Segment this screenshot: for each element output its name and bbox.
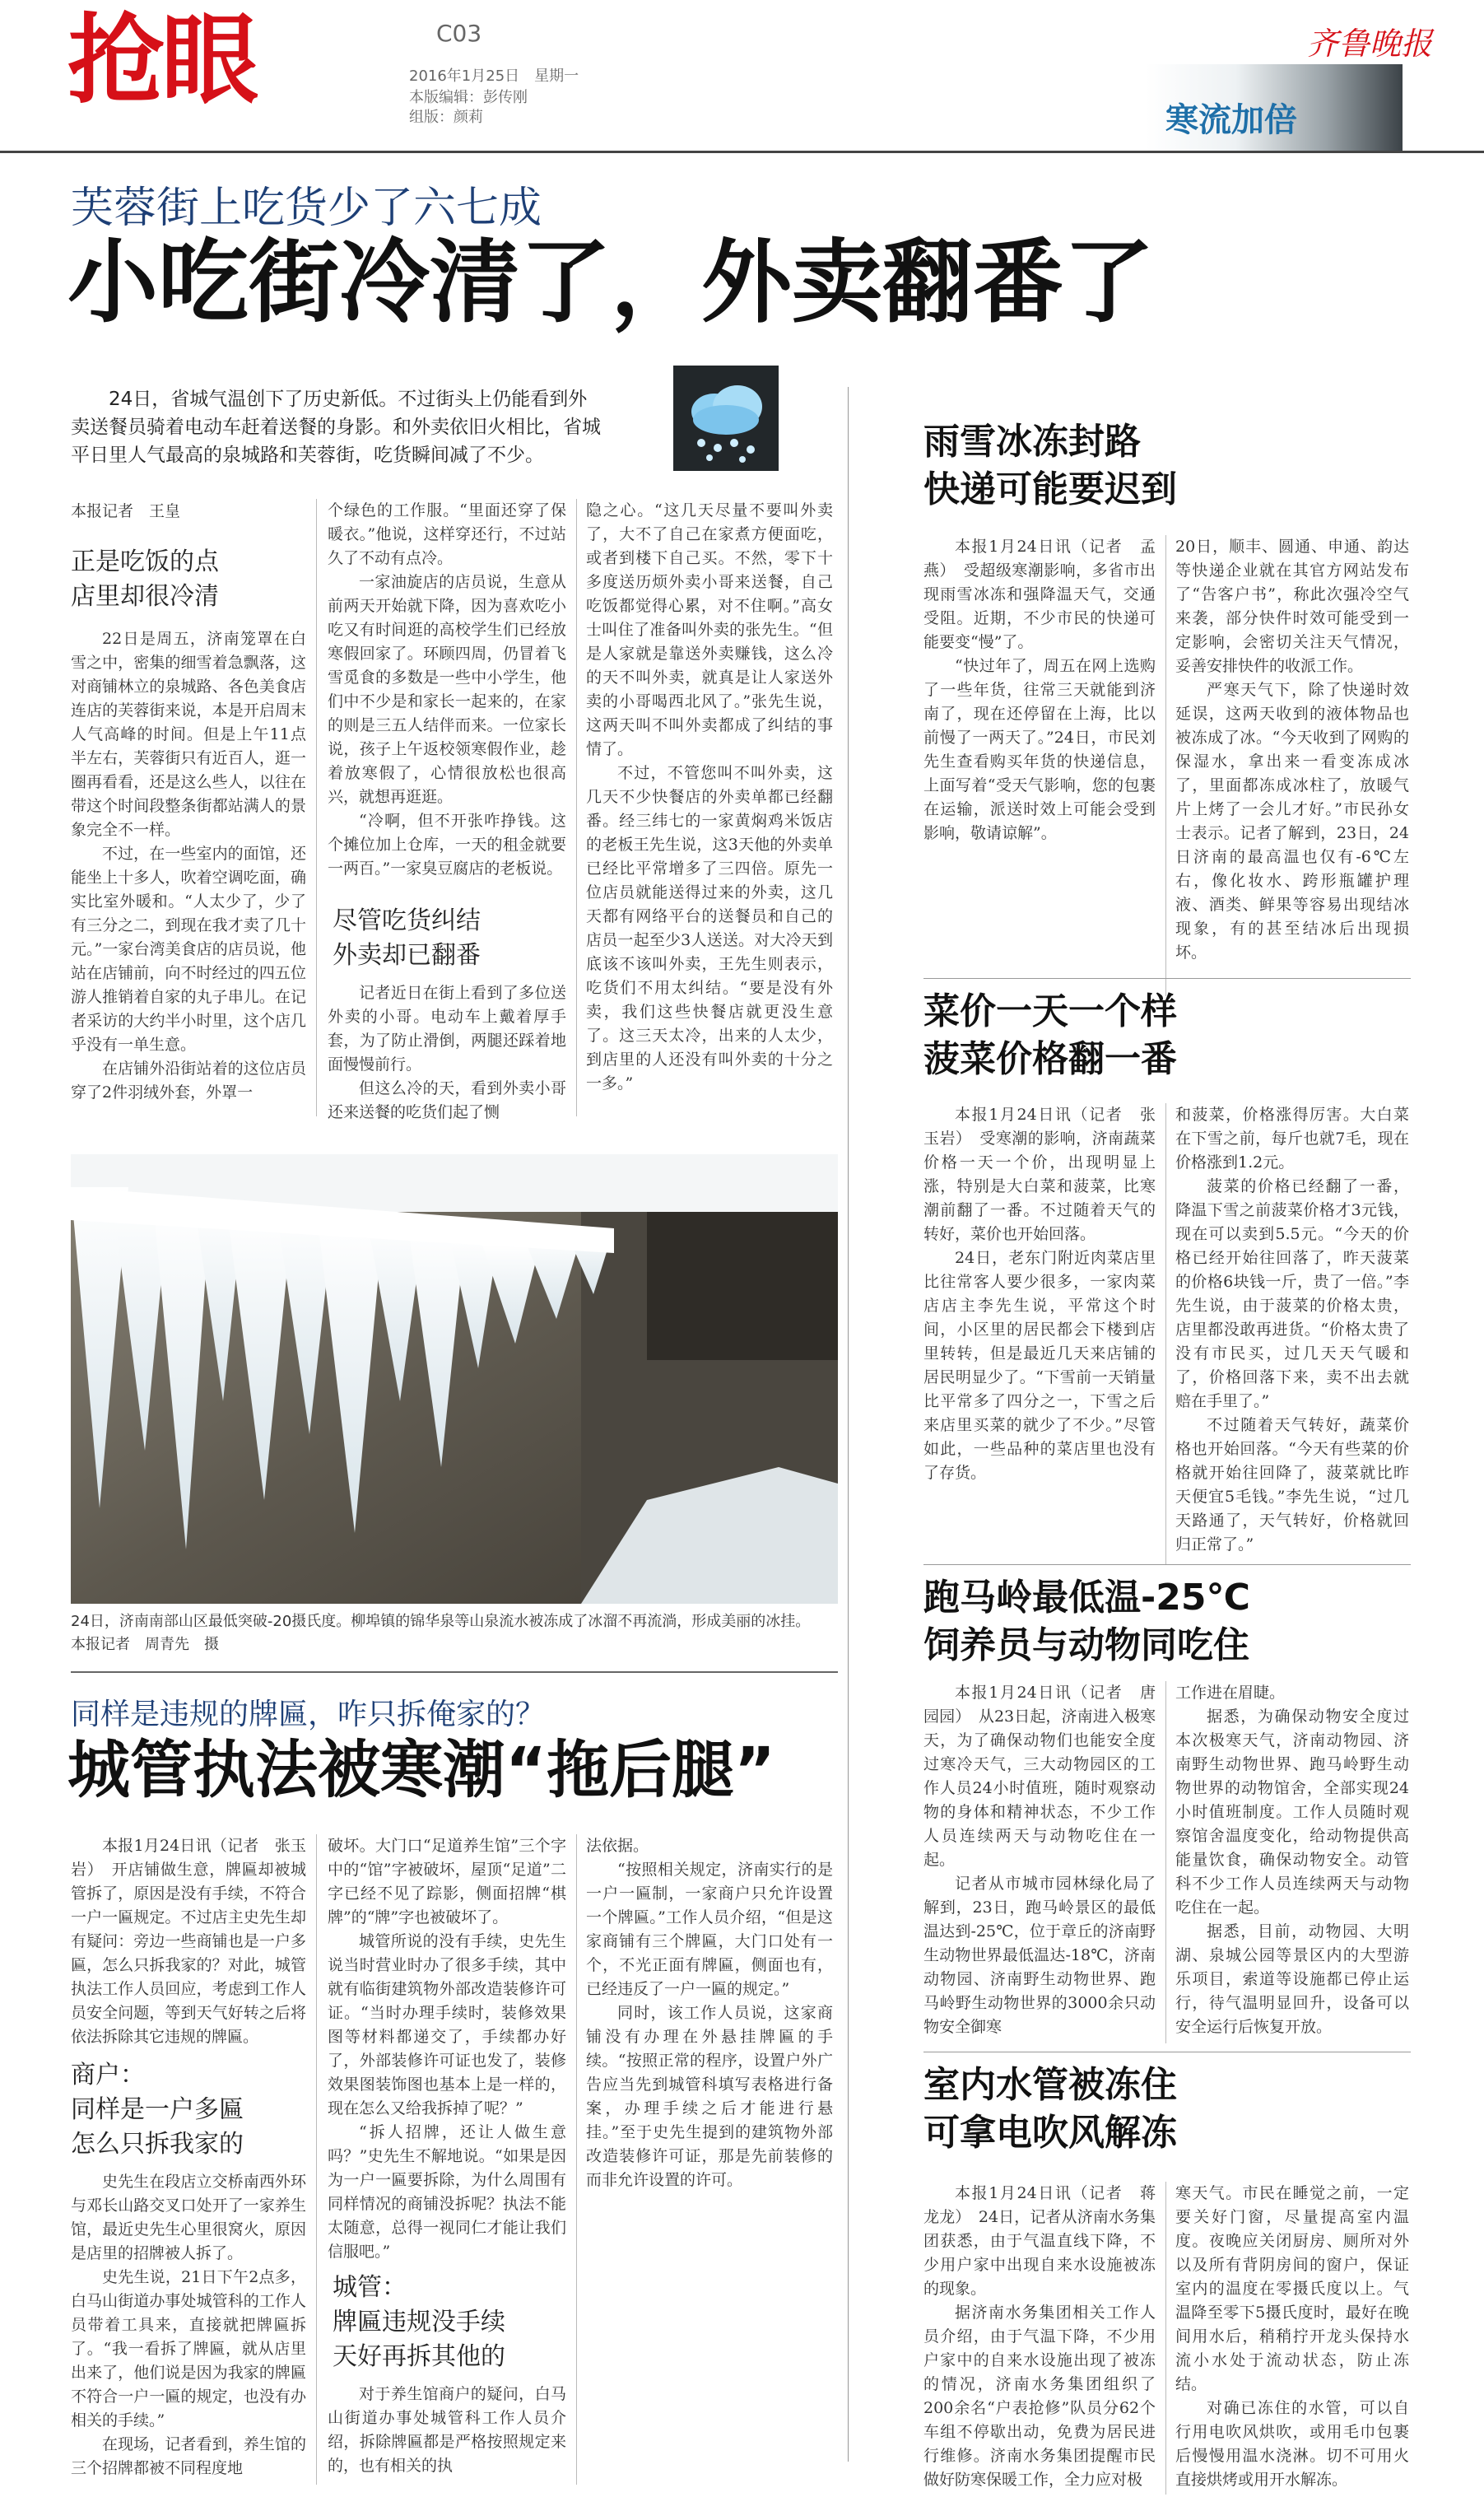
courier-col-divider [1165,535,1166,996]
icicle-photo [71,1154,838,1604]
courier-col-2: 20日，顺丰、圆通、申通、韵达等快递企业就在其官方网站发布了“告客户书”，称此次强冷空气来袭，部分快件时效可能受到一定影响，会密切关注天气情况，妥善安排快件的收派工作。 严寒天气下，除了快递时效延误，这两天收到的液体物品也被冻成了冰。“今天收到了网购的保湿水，拿出来一看变冻成冰了，里面都冻成冰柱了，放暖气片上烤了一会儿才好。”市民孙女士表示。记者了解到，23日，24日济南的最高温也仅有-6℃左右，像化妆水、跨形瓶罐护理液、酒类、鲜果等容易出现结冰现象，有的甚至结冰后出现损坏。 [1175,538,1409,962]
second-col-2b: 对于养生馆商户的疑问，白马山街道办事处城管科工作人员介绍，拆除牌匾都是严格按照规定来的，也有相关的执 [328,2385,566,2475]
pipe-col-1: 本报1月24日讯（记者 蒋龙龙） 24日，记者从济南水务集团获悉，由于气温直线下降，不少用户家中出现自来水设施被冻的现象。 据济南水务集团相关工作人员介绍，由于气温下降，不少用户家中的自来水设施出现了被冻的情况，济南水务集团组织了200余名“户表抢修”队员分62个车组不停歇出动，免费为居民进行维修。济南水务集团提醒市民做好防寒保暖工作，全力应对极 [923,2184,1156,2489]
lead-col-divider-2 [576,499,577,1116]
vegetable-col-2: 和菠菜，价格涨得厉害。大白菜在下雪之前，每斤也就7毛，现在价格涨到1.2元。 菠菜的价格已经翻了一番，降温下雪之前菠菜价格才3元钱，现在可以卖到5.5元。“今天的价格已经开始往回落了，昨天菠菜的价格6块钱一斤，贵了一倍。”李先生说，由于菠菜的价格太贵，店里都没敢再进货。“价格太贵了没有市民买，过几天天气暖和了，价格回落下来，卖不出去就赔在手里了。” 不过随着天气转好，蔬菜价格也开始回落。“今天有些菜的价格就开始往回降了，菠菜就比昨天便宜5毛钱。”李先生说，“过几天路通了，天气转好，价格就回归正常了。” [1175,1106,1409,1554]
lead-right-divider [848,387,849,2462]
courier-col-1: 本报1月24日讯（记者 孟燕） 受超级寒潮影响，多省市出现雨雪冰冻和强降温天气，交通受阻。近期，不少市民的快递可能要变“慢”了。 “快过年了，周五在网上选购了一些年货，往常三天就能到济南了，现在还停留在上海，比以前慢了一两天了。”24日，市民刘先生查看购买年货的快递信息，上面写着“受天气影响，您的包裹在运输，派送时效上可能会受到影响，敬请谅解”。 [923,538,1156,842]
lead-subhead-1: 正是吃饭的点 店里却很冷清 [71,547,219,611]
second-col-1b: 史先生在段店立交桥南西外环与邓长山路交叉口处开了一家养生馆，最近史先生心里很窝火，原因是店里的招牌被人拆了。 史先生说，21日下午2点多，白马山街道办事处城管科的工作人员带着工具来，直接就把牌匾拆了。“我一看拆了牌匾，就从店里出来了，他们说是因为我家的牌匾不符合一户一匾的规定，也没有办相关的手续。” 在现场，记者看到，养生馆的三个招牌都被不同程度地 [71,2173,306,2477]
right-divider-2 [923,1564,1411,1565]
zoo-col-divider [1165,1681,1166,2043]
lead-headline: 小吃街冷清了，外卖翻番了 [67,230,1154,335]
courier-headline: 雨雪冰冻封路 快递可能要迟到 [923,421,1177,510]
second-headline: 城管执法被寒潮“拖后腿” [67,1733,775,1806]
page-number: C03 [436,20,482,47]
zoo-col-1: 本报1月24日讯（记者 唐园园） 从23日起，济南进入极寒天，为了确保动物们也能安全度过寒冷天气，三大动物园区的工作人员24小时值班，随时观察动物的身体和精神状态，不少工作人员连续两天与动物吃住在一起。 记者从市城市园林绿化局了解到，23日，跑马岭景区的最低温达到-25℃，位于章丘的济南野生动物世界最低温达-18℃，济南动物园、济南野生动物世界、跑马岭野生动物世界的3000余只动物安全御寒 [923,1684,1156,2036]
second-kicker: 同样是违规的牌匾，咋只拆俺家的？ [71,1698,546,1731]
section-divider [71,1671,838,1673]
pipe-col-divider [1165,2182,1166,2495]
photo-caption: 24日，济南南部山区最低突破-20摄氏度。柳埠镇的锦华泉等山泉流水被冻成了冰溜不再流淌，形成美丽的冰挂。 本报记者 周青先 摄 [71,1613,803,1653]
vegetable-headline: 菜价一天一个样 菠菜价格翻一番 [923,990,1177,1080]
lead-kicker: 芙蓉街上吃货少了六七成 [71,184,542,233]
issue-date: 2016年1月25日 星期一 [409,68,579,85]
second-subhead-1: 商户： 同样是一户多匾 怎么只拆我家的 [71,2061,244,2159]
lead-col-2b: 记者近日在街上看到了多位送外卖的小哥。电动车上戴着厚手套，为了防止滑倒，两腿还踩着地面慢慢前行。 但这么冷的天，看到外卖小哥还来送餐的吃货们起了恻 [328,984,566,1121]
pipe-col-2: 寒天气。市民在睡觉之前，一定要关好门窗，尽量提高室内温度。夜晚应关闭厨房、厕所对外以及所有背阴房间的窗户，保证室内的温度在零摄氏度以上。气温降至零下5摄氏度时，最好在晚间用水后，稍稍拧开龙头保持水流小水处于流动状态，防止冻结。 对确已冻住的水管，可以自行用电吹风烘吹，或用毛巾包裹后慢慢用温水浇淋。切不可用火直接烘烤或用开水解冻。 [1175,2184,1409,2489]
snow-weather-icon [673,366,779,471]
second-col-3: 法依据。 “按照相关规定，济南实行的是一户一匾制，一家商户只允许设置一个牌匾。”工作人员介绍，“但是这家商铺有三个牌匾，大门口处有一个，不光正面有牌匾，侧面也有，已经违反了一户一匾的规定。” 同时，该工作人员说，这家商铺没有办理在外悬挂牌匾的手续。“按照正常的程序，设置户外广告应当先到城管科填写表格进行备案，办理手续之后才能进行悬挂。”至于史先生提到的建筑物外部改造装修许可证，那是先前装修的而非允许设置的许可。 [586,1837,833,2189]
lead-col-2: 个绿色的工作服。“里面还穿了保暖衣。”他说，这样穿还行，不过站久了不动有点冷。 一家油旋店的店员说，生意从前两天开始就下降，因为喜欢吃小吃又有时间逛的高校学生们已经放寒假回家了。环顾四周，仍冒着飞雪觅食的多数是一些中小学生，他们中不少是和家长一起来的，在家的则是三五人结伴而来。一位家长说，孩子上午返校领寒假作业，趁着放寒假了，心情很放松也很高兴，就想再逛逛。 “冷啊，但不开张咋挣钱。这个摊位加上仓库，一天的租金就要一两百。”一家臭豆腐店的老板说。 [328,501,566,878]
pipe-headline: 室内水管被冻住 可拿电吹风解冻 [923,2064,1177,2154]
second-col-1: 本报1月24日讯（记者 张玉岩） 开店铺做生意，牌匾却被城管拆了，原因是没有手续，不符合一户一匾规定。不过店主史先生却有疑问：旁边一些商铺也是一户多匾，怎么只拆我家的？对此，城管执法工作人员回应，考虑到工作人员安全问题，等到天气好转之后将依法拆除其它违规的牌匾。 [71,1837,306,2046]
second-col-divider-2 [576,1834,577,2485]
section-title: 抢眼 [67,2,256,117]
column-banner-title: 寒流加倍 [1165,101,1297,139]
vegetable-col-1: 本报1月24日讯（记者 张玉岩） 受寒潮的影响，济南蔬菜价格一天一个价，出现明显上涨，特别是大白菜和菠菜，比寒潮前翻了一番。不过随着天气的转好，菜价也开始回落。 24日，老东门附近肉菜店里比往常客人要少很多，一家肉菜店店主李先生说，平常这个时间，小区里的居民都会下楼到店里转转，但是最近几天来店铺的居民明显少了。“下雪前一天销量比平常多了四分之一，下雪之后来店里买菜的就少了不少。”尽管如此，一些品种的菜店里也没有了存货。 [923,1106,1156,1482]
lead-subhead-2: 尽管吃货纠结 外卖却已翻番 [333,906,481,970]
lead-col-divider-1 [316,499,317,1116]
zoo-headline: 跑马岭最低温-25℃ 饲养员与动物同吃住 [923,1577,1250,1666]
layout-credit: 组版：颜莉 [409,109,483,126]
paper-logo: 齐鲁晚报 [1307,26,1433,62]
lead-byline: 本报记者 王皇 [71,502,181,520]
lead-col-1: 22日是周五，济南笼罩在白雪之中，密集的细雪着急飘落，这对商铺林立的泉城路、各色美食店连店的芙蓉街来说，本是开启周末人气高峰的时间。但是上午11点半左右，芙蓉街只有近百人，逛一圈再看看，还是这么些人，以往在带这个时间段整条街都站满人的景象完全不一样。 不过，在一些室内的面馆，还能坐上十多人，吹着空调吃面，确实比室外暖和。“人太少了，少了有三分之二，到现在我才卖了几十元。”一家台湾美食店的店员说，他站在店铺前，向不时经过的四五位游人推销着自家的丸子串儿。在记者采访的大约半小时里，这个店几乎没有一单生意。 在店铺外沿街站着的这位店员穿了2件羽绒外套，外罩一 [71,630,306,1102]
lead-intro: 24日，省城气温创下了历史新低。不过街头上仍能看到外卖送餐员骑着电动车赶着送餐的身影。和外卖依旧火相比，省城平日里人气最高的泉城路和芙蓉街，吃货瞬间减了不少。 [71,389,601,466]
editor-credit: 本版编辑：彭传刚 [409,89,528,106]
second-col-2: 破坏。大门口“足道养生馆”三个字中的“馆”字被破坏，屋顶“足道”二字已经不见了踪影，侧面招牌“棋牌”的“牌”字也被破坏了。 城管所说的没有手续，史先生说当时营业时办了很多手续，其中就有临街建筑物外部改造装修许可证。“当时办理手续时，装修效果图等材料都递交了，手续都办好了，外部装修许可证也发了，装修效果图装饰图也基本上是一样的，现在怎么又给我拆掉了呢？” “拆人招牌，还让人做生意吗？”史先生不解地说。“如果是因为一户一匾要拆除，为什么周围有同样情况的商铺没拆呢？执法不能太随意，总得一视同仁才能让我们信服吧。” [328,1837,566,2261]
lead-col-3: 隐之心。“这几天尽量不要叫外卖了，大不了自己在家煮方便面吃，或者到楼下自己买。不然，零下十多度送历烦外卖小哥来送餐，自己吃饭都觉得心累，对不住啊。”高女士叫住了准备叫外卖的张先生。“但是人家就是靠送外卖赚钱，这么冷的天不叫外卖，就真是让人家送外卖的小哥喝西北风了。”张先生说，这两天叫不叫外卖都成了纠结的事情了。 不过，不管您叫不叫外卖，这几天不少快餐店的外卖单都已经翻番。经三纬七的一家黄焖鸡米饭店的老板王先生说，这3天他的外卖单已经比平常增多了三四倍。原先一位店员就能送得过来的外卖，这几天都有网络平台的送餐员和自己的店员一起至少3人送送。对大冷天到底该不该叫外卖，王先生则表示，吃货们不用太纠结。“要是没有外卖，我们这些快餐店就更没生意了。这三天太冷，出来的人太少，到店里的人还没有叫外卖的十分之一多。” [586,501,833,1092]
right-divider-1 [923,978,1411,979]
second-col-divider-1 [316,1834,317,2485]
second-subhead-2: 城管： 牌匾违规没手续 天好再拆其他的 [333,2273,505,2371]
zoo-col-2: 工作进在眉睫。 据悉，为确保动物安全度过本次极寒天气，济南动物园、济南野生动物世界、跑马岭野生动物世界的动物馆舍，全部实现24小时值班制度。工作人员随时观察馆舍温度变化，给动物提供高能量饮食，确保动物安全。动管科不少工作人员连续两天与动物吃住在一起。 据悉，目前，动物园、大明湖、泉城公园等景区内的大型游乐项目，索道等设施都已停止运行，待气温明显回升，设备可以安全运行后恢复开放。 [1175,1684,1409,2036]
vegetable-col-divider [1165,1103,1166,1564]
masthead-divider [0,151,1484,153]
